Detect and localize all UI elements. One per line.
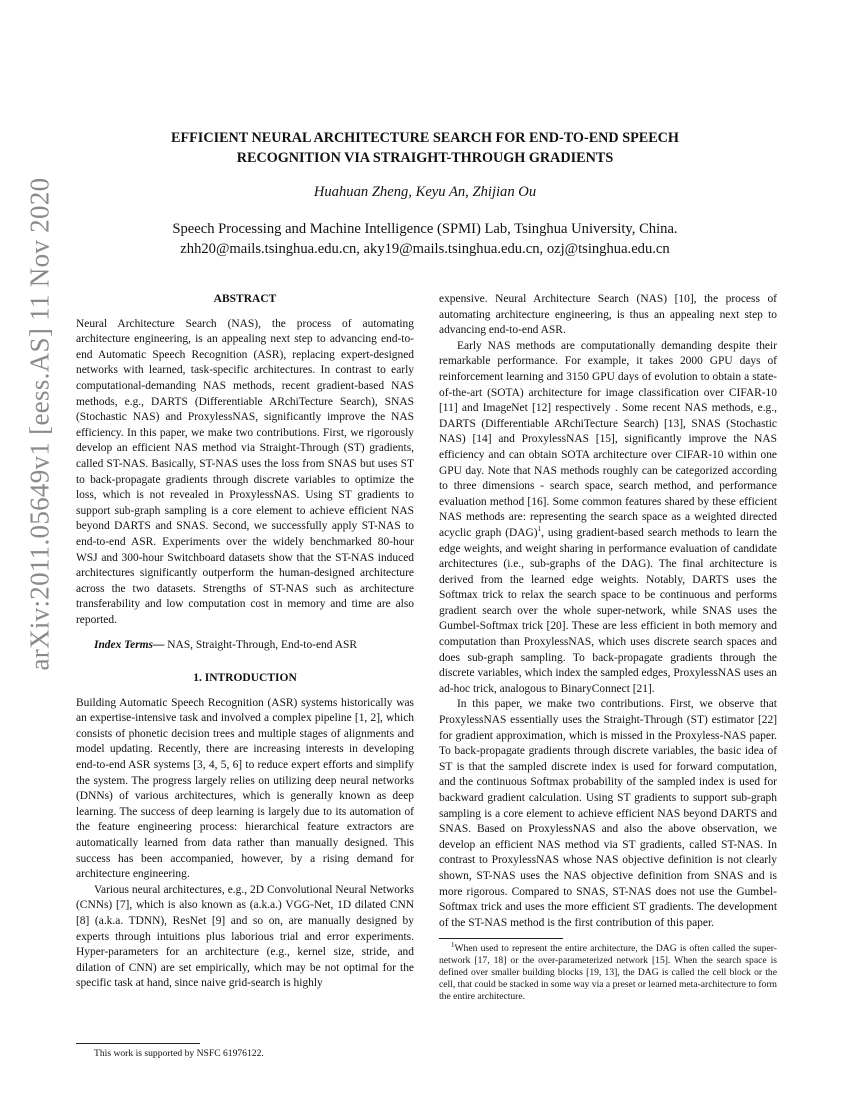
title-line: RECOGNITION VIA STRAIGHT-THROUGH GRADIENTS: [236, 150, 614, 166]
paragraph: expensive. Neural Architecture Search (NAS) [10], the process of automating architecture engineering, is thus an appealing next step to advancing end-to-end ASR.: [439, 293, 777, 337]
paragraph-text: Early NAS methods are computationally demanding despite their remarkable performance. For example, it takes 2000 GPU days of reinforcement learning and 3150 GPU days of evolution to obtain a state-of-the-art (SOTA) architecture for image classification over CIFAR-10 [11] and ImageNet [12] respectively . Some recent NAS methods, e.g., DARTS (Differentiable ARchiTecture Search) [13], SNAS (Stochastic NAS) [14] and ProxylessNAS [15], significantly improve the NAS efficiency and can obtain SOTA architecture over CIFAR-10 within one GPU day. Note that NAS methods roughly can be categorized according to three dimensions - search space, search method, and performance evaluation method [16]. Some common features shared by these efficient NAS methods are: representing the search space as a weighted directed acyclic graph (DAG): [439, 339, 777, 539]
footnote-rule: [439, 938, 563, 939]
paragraph: In this paper, we make two contributions. First, we observe that ProxylessNAS essentially uses the Straight-Through (ST) estimator [22] for gradient approximation, which is missed in the Proxyless-NAS paper. To back-propagate gradients through discrete variables, the basic idea of ST is that the sampled discrete index is used for forward computation, and the continuous Softmax probability of the sampled index is used for backward gradient calculation. Using ST gradients to support sub-graph sampling is a core element to achieve efficient NAS beyond DARTS and SNAS. Based on ProxylessNAS and also the above observation, we develop an efficient NAS method via ST gradients, called ST-NAS. In contrast to ProxylessNAS whose NAS objective definition is not clearly shown, ST-NAS uses the NAS objective definition from SNAS and is more rigorous. Compared to SNAS, ST-NAS does not use the Gumbel-Softmax trick and uses the more efficient ST gradients. The development of the ST-NAS method is the first contribution of this paper.: [439, 698, 777, 929]
footnote: [439, 940, 777, 1003]
abstract-heading: ABSTRACT: [213, 293, 277, 305]
left-column: [76, 292, 414, 992]
index-terms-list: NAS, Straight-Through, End-to-end ASR: [164, 639, 357, 652]
paragraph-text: , using gradient-based search methods to learn the edge weights, and weight sharing in performance evaluation of candidate architectures (i.e., sub-graphs of the DAG). The final architecture is derived from the learned edge weights. Notably, DARTS uses the Softmax trick to relax the search space to be continuous and performs gradient search over the whole super-network, while SNAS uses the Gumbel-Softmax trick [20]. These are less efficient in both memory and computation than ProxylessNAS, which uses discrete search spaces and does sub-graph sampling. To back-propagate gradients through the discrete variables, which index the sampled edges, ProxylessNAS uses an ad-hoc trick, analogous to BinaryConnect [21].: [439, 526, 777, 695]
abstract-text: Neural Architecture Search (NAS), the process of automating architecture engineering, is an appealing next step to advancing end-to-end Automatic Speech Recognition (ASR), replacing expert-designed networks with learned, task-specific architectures. In contrast to early computational-demanding NAS methods, recent gradient-based NAS methods, e.g., DARTS (Differentiable ARchiTecture Search), SNAS (Stochastic NAS) and ProxylessNAS, significantly improve the NAS efficiency. In this paper, we make two contributions. First, we rigorously develop an efficient NAS method via Straight-Through (ST) gradients, called ST-NAS. Basically, ST-NAS uses the loss from SNAS but uses ST to back-propagate gradients through discrete variables to optimize the loss, which is not revealed in ProxylessNAS. Using ST gradients to support sub-graph sampling is a core element to achieve efficient NAS beyond DARTS and SNAS. Second, we successfully apply ST-NAS to end-to-end ASR. Experiments over the widely benchmarked 80-hour WSJ and 300-hour Switchboard datasets show that the ST-NAS induced architectures significantly outperform the human-designed architecture across the two datasets. Strengths of ST-NAS such as architecture transferability and low computation cost in memory and time are also reported.: [76, 317, 414, 626]
paper-title: [60, 128, 790, 168]
authors: Huahuan Zheng, Keyu An, Zhijian Ou: [313, 184, 537, 200]
footnote-area: [439, 938, 777, 1003]
funding-footnote-area: [76, 1043, 414, 1060]
section-heading-introduction: 1. INTRODUCTION: [193, 672, 297, 685]
emails: zhh20@mails.tsinghua.edu.cn, aky19@mails.tsinghua.edu.cn, ozj@tsinghua.edu.cn: [180, 240, 670, 257]
paragraph: [439, 339, 777, 698]
footnote-rule: [76, 1043, 200, 1044]
footnote-mark: 1: [537, 525, 542, 534]
paragraph: Various neural architectures, e.g., 2D Convolutional Neural Networks (CNNs) [7], which is also known as (a.k.a.) VGG-Net, 1D dilated CNN [8] (a.k.a. TDNN), ResNet [9] and so on, are manually designed by experts through intuitions plus laborious trial and error experiments. Hyper-parameters for an architecture (e.g., kernel size, stride, and dilation of CNN) are set empirically, which may be not optimal for the specific task at hand, since naive grid-search is highly: [76, 883, 414, 990]
footnote-text: When used to represent the entire architecture, the DAG is often called the super-network [17, 18] or the over-parameterized network [15]. When the search space is defined over smaller building blocks [19, 13], the DAG is called the cell block or the cell, that could be stacked in some way via a preset or learned meta-architecture to form the entire architecture.: [439, 943, 777, 1002]
affiliation-block: [60, 220, 790, 259]
index-terms: [76, 638, 414, 654]
funding-note: This work is supported by NSFC 61976122.: [94, 1048, 264, 1059]
right-column: [439, 292, 777, 931]
paragraph: Building Automatic Speech Recognition (ASR) systems historically was an expertise-intensive task and involved a complex pipeline [1, 2], which consists of phonetic decision trees and multiple stages of alignments and model updating. Recently, there are increasing interests in developing end-to-end ASR systems [3, 4, 5, 6] to reduce expert efforts and simplify the system. The progress largely relies on utilizing deep neural networks (DNNs) of various architectures, which is generally known as deep learning. The success of deep learning is largely due to its automation of the feature engineering process: hierarchical feature extractors are automatically learned from data rather than manually designed. This success has been accompanied, however, by a rising demand for architecture engineering.: [76, 696, 414, 881]
footnote-mark: 1: [451, 940, 455, 949]
arxiv-identifier-stamp: arXiv:2011.05649v1 [eess.AS] 11 Nov 2020: [24, 177, 55, 671]
index-terms-label: Index Terms—: [94, 639, 165, 652]
affiliation: Speech Processing and Machine Intelligence (SPMI) Lab, Tsinghua University, China.: [172, 221, 678, 237]
title-line: EFFICIENT NEURAL ARCHITECTURE SEARCH FOR END-TO-END SPEECH: [171, 130, 679, 146]
